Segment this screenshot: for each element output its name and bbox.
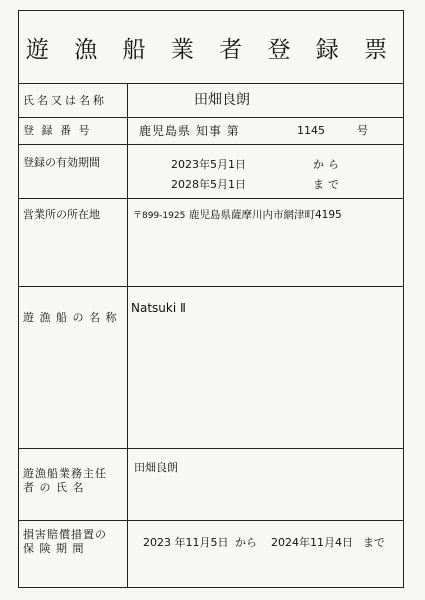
insurance-from-date: 2023 年11月5日	[143, 536, 229, 549]
validity-from-word: から	[313, 158, 343, 171]
boat-name-value: Natsuki Ⅱ	[131, 301, 186, 315]
validity-from-date: 2023年5月1日	[171, 158, 246, 171]
row-divider	[19, 286, 403, 287]
name-value: 田畑良朗	[194, 92, 250, 108]
reg-number-prefix: 鹿児島県 知事 第	[139, 124, 240, 138]
boat-label: 遊 漁 船 の 名 称	[23, 311, 118, 324]
validity-label: 登録の有効期間	[23, 156, 100, 169]
office-address: 鹿児島県薩摩川内市網津町4195	[189, 209, 342, 221]
office-postal: 〒899-1925	[133, 211, 186, 221]
name-label: 氏名又は名称	[23, 94, 107, 107]
insurance-to-word: まで	[363, 536, 385, 549]
row-divider	[19, 520, 403, 521]
validity-to-date: 2028年5月1日	[171, 178, 246, 191]
insurance-label-line1: 損害賠償措置の	[23, 528, 107, 541]
manager-label-line2: 者 の 氏 名	[23, 481, 85, 494]
reg-number-label: 登 録 番 号	[23, 124, 92, 137]
insurance-to-date: 2024年11月4日	[271, 536, 353, 549]
office-label: 営業所の所在地	[23, 208, 100, 221]
row-divider	[19, 144, 403, 145]
validity-to-word: まで	[313, 178, 343, 191]
manager-value: 田畑良朗	[134, 461, 178, 474]
manager-label-line1: 遊漁船業務主任	[23, 467, 107, 480]
insurance-label-line2: 保 険 期 間	[23, 542, 85, 555]
row-divider	[19, 198, 403, 199]
document-title: 遊 漁 船 業 者 登 録 票	[25, 36, 397, 63]
reg-number-suffix: 号	[357, 124, 368, 137]
row-divider	[19, 448, 403, 449]
reg-number-value: 1145	[297, 124, 325, 137]
label-column-divider	[127, 83, 128, 587]
certificate-frame	[18, 10, 404, 588]
row-divider	[19, 83, 403, 84]
row-divider	[19, 117, 403, 118]
insurance-from-word: から	[235, 536, 257, 549]
